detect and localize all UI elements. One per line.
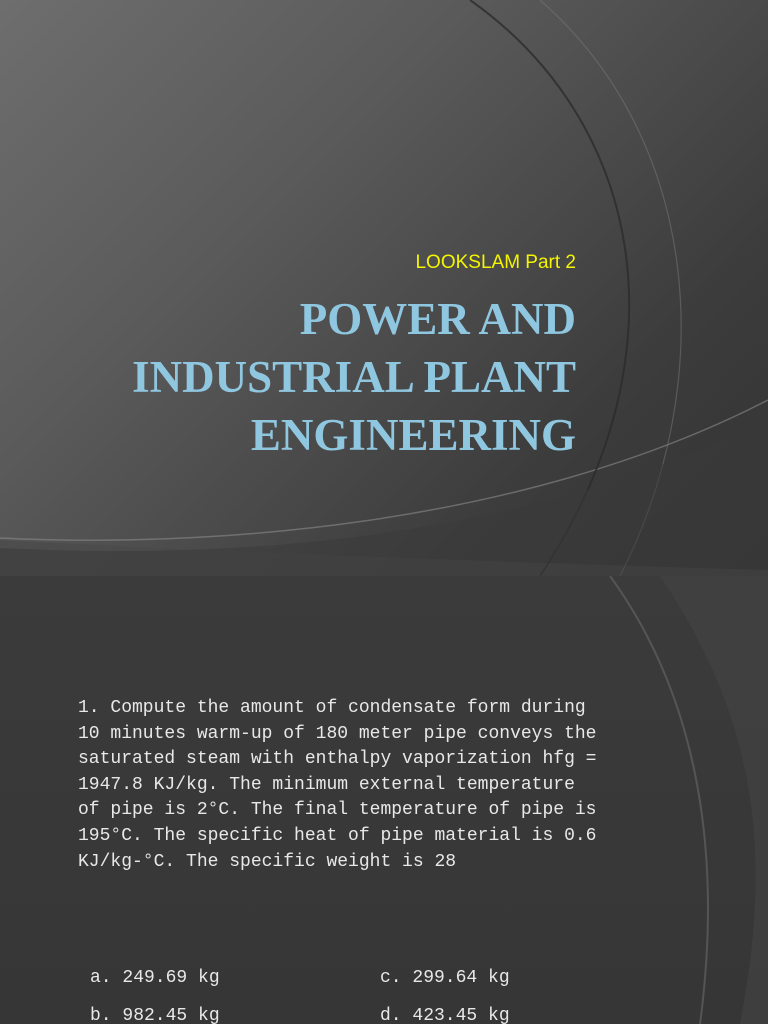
choice-b: b. 982.45 kg [90, 1006, 220, 1024]
question-line-7: KJ/kg-°C. The specific weight is 28 [78, 851, 457, 872]
presentation-title [16, 290, 576, 464]
question-text [78, 696, 718, 875]
choice-d: d. 423.45 kg [380, 1006, 510, 1024]
question-line-2: 10 minutes warm-up of 180 meter pipe conveys the [78, 723, 597, 744]
question-line-3: saturated steam with enthalpy vaporization hfg = [78, 749, 597, 770]
choice-c: c. 299.64 kg [380, 968, 510, 988]
question-line-1: 1. Compute the amount of condensate form during [78, 698, 586, 718]
question-line-6: 195°C. The specific heat of pipe material is 0.6 [78, 825, 597, 846]
title-line-1: POWER AND [299, 294, 576, 344]
choice-a: a. 249.69 kg [90, 968, 220, 988]
question-line-5: of pipe is 2°C. The final temperature of pipe is [78, 800, 597, 821]
title-line-3: ENGINEERING [250, 410, 576, 460]
presentation-subtitle: LOOKSLAM Part 2 [415, 252, 576, 273]
title-line-2: INDUSTRIAL PLANT [132, 352, 576, 402]
question-line-4: 1947.8 KJ/kg. The minimum external temperature [78, 774, 575, 795]
question-slide [0, 576, 768, 1024]
